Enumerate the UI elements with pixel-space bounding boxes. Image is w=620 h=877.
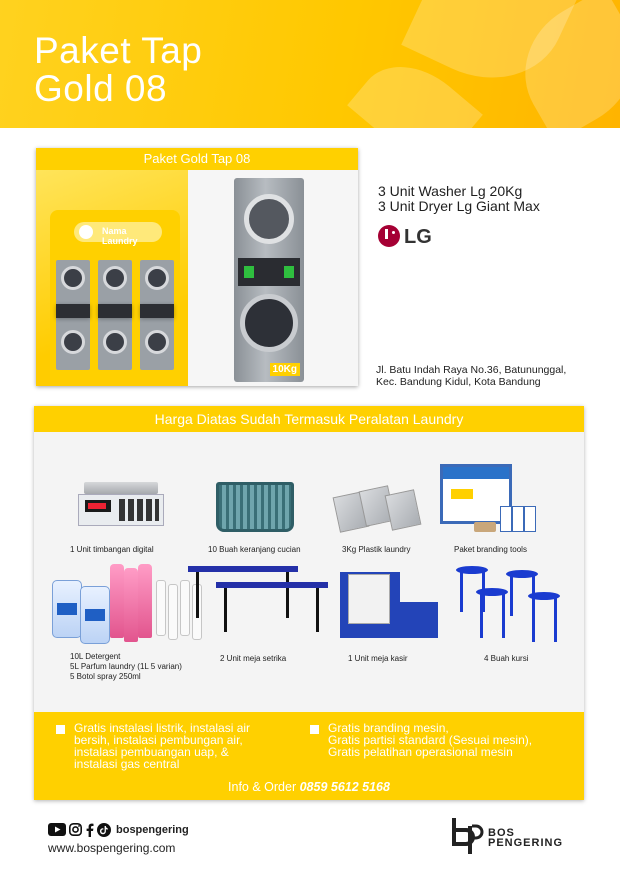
address-line-2: Kec. Bandung Kidul, Kota Bandung (376, 376, 541, 388)
equipment-panel (34, 406, 584, 800)
branding-kit-icon (440, 464, 536, 542)
facebook-icon[interactable] (85, 823, 94, 837)
equipment-label: 1 Unit timbangan digital (70, 545, 154, 554)
washer-door-icon (61, 330, 85, 354)
washer-door-icon (103, 330, 127, 354)
laundry-basket-icon (216, 482, 294, 532)
product-banner (36, 148, 358, 170)
shop-front (50, 210, 180, 380)
equipment-heading: Harga Diatas Sudah Termasuk Peralatan Laundry (154, 411, 464, 427)
bp-logo-icon (450, 818, 484, 854)
brand-text (488, 828, 563, 848)
benefit-line: Gratis branding mesin, (328, 721, 449, 735)
dryer-door-icon (61, 266, 85, 290)
benefit-line: bersih, instalasi pembungan air, (74, 733, 243, 747)
benefit-line: instalasi pembuangan uap, & (74, 745, 229, 759)
brand-line-1: BOS (488, 827, 515, 839)
youtube-icon[interactable] (48, 823, 66, 836)
control-panel (238, 258, 300, 286)
brand-line-2: PENGERING (488, 837, 564, 849)
equipment-label: Paket branding tools (454, 545, 527, 554)
dryer-door-icon (145, 266, 169, 290)
title-line-1: Paket Tap (34, 30, 203, 71)
mini-machine-stack (56, 260, 90, 370)
equipment-label: 5L Parfum laundry (1L 5 varian) (70, 662, 182, 671)
mini-machine-stack (140, 260, 174, 370)
phone-number[interactable]: 0859 5612 5168 (299, 780, 390, 794)
plastic-bag-icon (332, 486, 424, 536)
product-image-card (36, 148, 358, 386)
equipment-label: 3Kg Plastik laundry (342, 545, 411, 554)
dryer-door-icon (103, 266, 127, 290)
washer-door-icon (240, 294, 298, 352)
info-order-label: Info & Order (228, 780, 297, 794)
stool-icon (450, 566, 564, 646)
title-line-2: Gold 08 (34, 68, 168, 109)
equipment-label: 4 Buah kursi (484, 654, 529, 663)
control-panel (56, 304, 90, 318)
capacity-label: 10Kg (270, 363, 300, 376)
page-title (34, 32, 202, 108)
washer-door-icon (145, 330, 169, 354)
equipment-heading-bar (34, 406, 584, 432)
spec-washer: 3 Unit Washer Lg 20Kg (378, 183, 523, 199)
lg-logo-text: LG (404, 226, 432, 248)
dryer-door-icon (244, 194, 294, 244)
benefits-bar (34, 712, 584, 800)
equipment-label: 5 Botol spray 250ml (70, 672, 141, 681)
cashier-desk-icon (340, 572, 438, 638)
digital-scale-icon (78, 482, 164, 526)
spec-dryer: 3 Unit Dryer Lg Giant Max (378, 198, 540, 214)
website-link[interactable]: www.bospengering.com (48, 841, 176, 855)
product-banner-text: Paket Gold Tap 08 (143, 151, 251, 166)
benefits-right (328, 722, 532, 758)
lg-logo-icon (378, 225, 400, 247)
equipment-label: 1 Unit meja kasir (348, 654, 408, 663)
benefit-line: Gratis partisi standard (Sesuai mesin), (328, 733, 533, 747)
shop-sign-text: Nama Laundry (102, 226, 138, 246)
header-banner (0, 0, 620, 128)
equipment-label: 10 Buah keranjang cucian (208, 545, 301, 554)
control-panel (140, 304, 174, 318)
checkbox-icon (310, 725, 319, 734)
control-panel (98, 304, 132, 318)
social-handle[interactable]: bospengering (116, 824, 189, 836)
shop-sign (74, 222, 162, 246)
address-line-1: Jl. Batu Indah Raya No.36, Batununggal, (376, 364, 567, 376)
ironing-table-icon (188, 564, 328, 632)
benefit-line: Gratis instalasi listrik, instalasi air (74, 721, 251, 735)
address (376, 364, 606, 388)
benefit-line: instalasi gas central (74, 757, 180, 771)
checkbox-icon (56, 725, 65, 734)
instagram-icon[interactable] (69, 823, 82, 836)
bos-pengering-logo (450, 818, 580, 854)
mini-machine-stack (98, 260, 132, 370)
tiktok-icon[interactable] (97, 823, 111, 837)
washer-dryer-stack (234, 178, 304, 382)
laundry-shop-illustration (36, 170, 188, 386)
equipment-label: 10L Detergent (70, 652, 121, 661)
info-order (34, 780, 584, 794)
equipment-label: 2 Unit meja setrika (220, 654, 287, 663)
machine-specs (378, 184, 540, 214)
benefits-left (74, 722, 250, 770)
benefit-line: Gratis pelatihan operasional mesin (328, 745, 513, 759)
